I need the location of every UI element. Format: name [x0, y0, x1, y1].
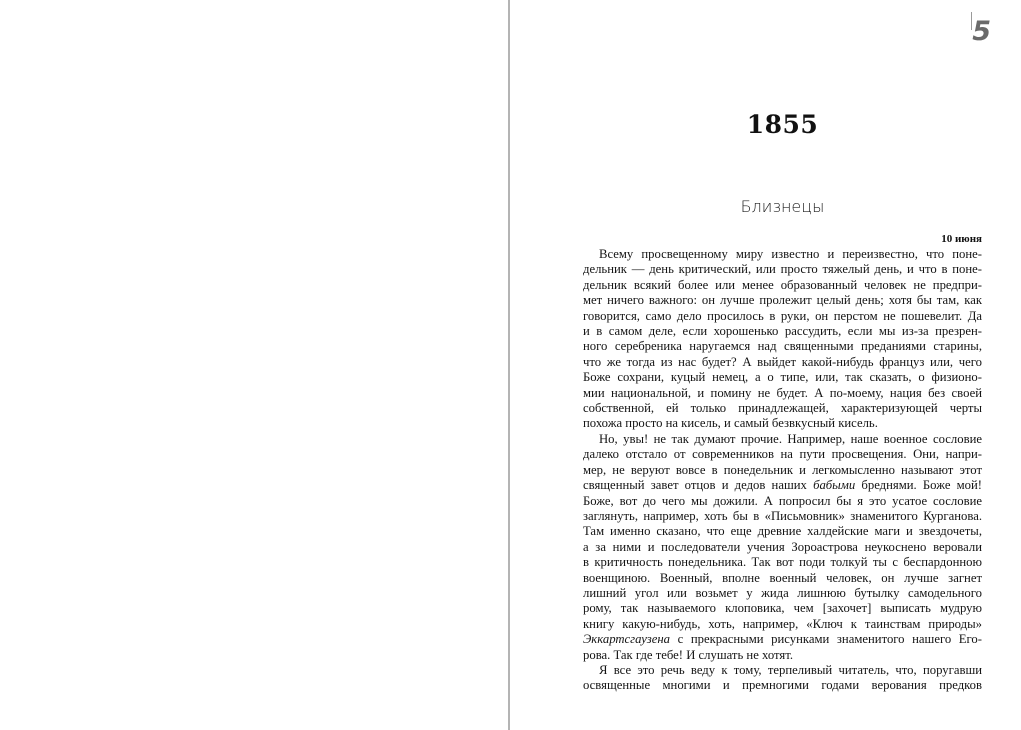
- text-line: Там именно сказано, что еще древние халдейские маги и звездочеты,: [583, 524, 982, 539]
- text-line: Но, увы! не так думают прочие. Например, наше военное сословие: [599, 431, 982, 446]
- text-line: в критичность понедельника. Так вот поди толкуй ты с беспардонною: [583, 555, 982, 570]
- page-number: 5: [972, 16, 991, 47]
- italic-word: бабыми: [813, 478, 856, 493]
- text-line: похожа просто на кисель, и самый безвкусный кисель.: [583, 416, 878, 431]
- text-segment: бреднями. Боже мой!: [861, 478, 983, 493]
- text-line: рому, так называемого клоповика, чем [захочет] выписать мудрую: [583, 601, 982, 616]
- text-line: собственной, ей только принадлежащей, характеризующей черты: [583, 401, 982, 416]
- text-line: говорится, само дело просилось в руки, он перстом не пошевелит. Да: [583, 308, 982, 323]
- text-line: заглянуть, например, хоть бы в «Письмовник» знаменитого Курганова.: [583, 508, 982, 523]
- text-line: мии национальной, и помину не будет. А по-моему, нация без своей: [583, 385, 982, 400]
- text-line: далеко отстало от современников на пути просвещения. Они, напри-: [583, 447, 982, 462]
- text-segment: священный завет отцов и дедов наших: [583, 478, 807, 493]
- left-page-blank: [0, 0, 508, 730]
- text-line: освященные многими и премногими годами верования предков: [583, 678, 982, 693]
- text-line: Всему просвещенному миру известно и переизвестно, что поне-: [599, 247, 982, 261]
- italic-name: Эккартсгаузена: [583, 632, 670, 647]
- entry-date: 10 июня: [941, 233, 982, 245]
- text-line: Боже, вот до чего мы дожили. А попросил бы я это усатое сословие: [583, 493, 982, 508]
- chapter-title: Близнецы: [740, 197, 825, 216]
- text-line: военщиною. Военный, вполне военный человек, он лучше загнет: [583, 570, 982, 585]
- text-line: что же тогда из нас будет? А выйдет какой-нибудь француз или, чего: [583, 354, 982, 369]
- text-line: а за ними и последователи учения Зороастрова неукоснено веровали: [583, 539, 982, 554]
- text-line: Я все это речь веду к тому, терпеливый читатель, что, поругавши: [599, 662, 982, 677]
- text-line: Боже сохрани, куцый немец, а о типе, или, так сказать, о физионо-: [583, 370, 982, 385]
- text-line: лишний угол или возьмет у жида лишнюю бутылку самодельного: [583, 585, 982, 600]
- text-line-with-italic: [583, 478, 982, 493]
- text-line: дельник всякий более или менее образованный человек не предпри-: [583, 277, 982, 292]
- text-line: ного серебреника наругаемся над священными преданиями старины,: [583, 339, 982, 354]
- text-line-with-italic: [583, 632, 982, 647]
- text-line: и в самом деле, если хорошенько рассудить, если мы из-за презрен-: [583, 324, 982, 339]
- text-line: мер, не веруют вовсе в понедельник и легкомысленно называют этот: [583, 462, 982, 477]
- year-heading: 1855: [746, 110, 819, 139]
- text-line: дельник — день критический, или просто тяжелый день, и что в поне-: [583, 262, 982, 277]
- body-text: [583, 247, 982, 694]
- text-line: книгу какую-нибудь, хоть, например, «Ключ к таинствам природы»: [583, 616, 982, 631]
- text-line: мет ничего важного: он лучше пролежит целый день; хотя бы там, как: [583, 293, 982, 308]
- text-segment: с прекрасными рисунками знаменитого нашего Его-: [677, 632, 983, 647]
- right-page: [510, 0, 1021, 730]
- text-line: рова. Так где тебе! И слушать не хотят.: [583, 647, 794, 662]
